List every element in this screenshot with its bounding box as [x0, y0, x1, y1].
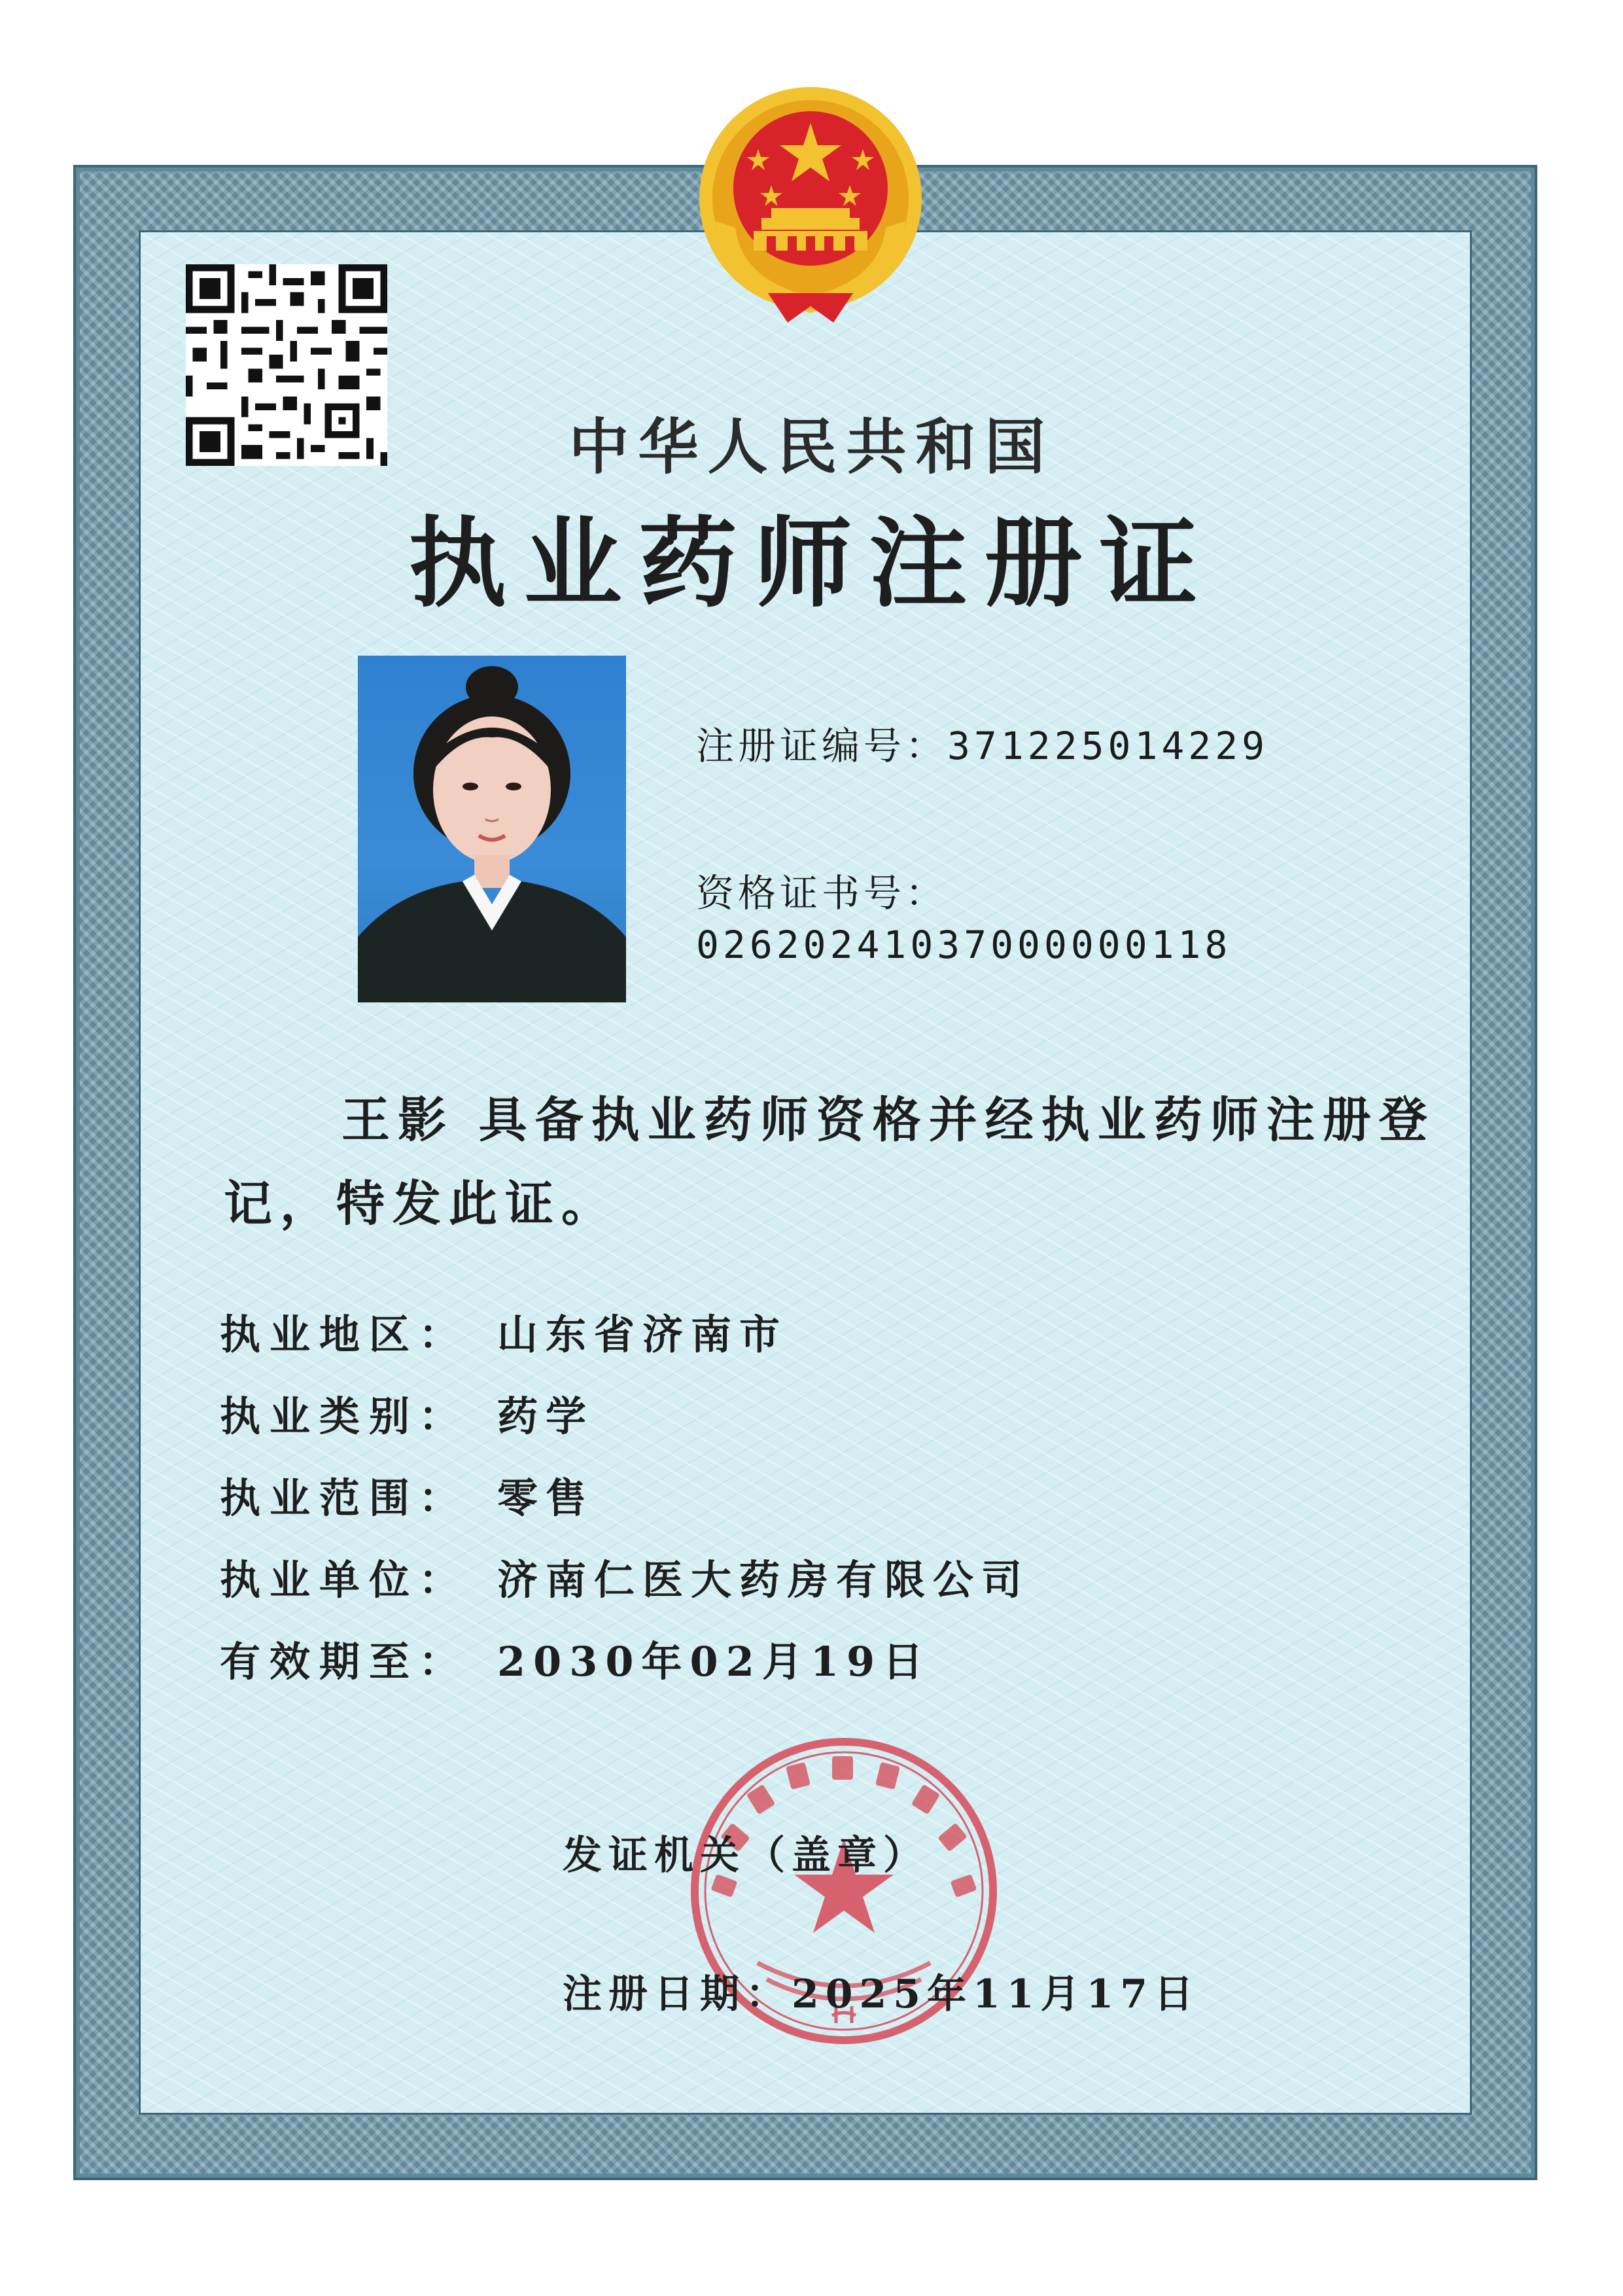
registration-date-label: 注册日期： [563, 1971, 792, 2017]
registration-number-label: 注册证编号： [696, 724, 948, 768]
country-name: 中华人民共和国 [568, 412, 1055, 482]
registration-date-row [563, 1963, 1200, 2019]
holder-name: 王影 [341, 1092, 454, 1148]
national-emblem-icon [689, 77, 932, 326]
practice-category-value: 药学 [497, 1392, 595, 1440]
holder-photo [358, 656, 626, 1002]
certification-statement [224, 1078, 1454, 1246]
registration-date: 2025年11月17日 [792, 1971, 1200, 2017]
statement-text: 具备执业药师资格并经执业药师注册登记，特发此证。 [224, 1092, 1435, 1232]
qualification-number: 02620241037000000118 [696, 923, 1232, 967]
practice-scope-label: 执业范围： [220, 1474, 469, 1522]
valid-until-label: 有效期至： [220, 1638, 469, 1686]
practice-scope-value: 零售 [497, 1474, 595, 1522]
practice-region-value: 山东省济南市 [497, 1311, 788, 1358]
registration-number-row [696, 715, 1268, 770]
practice-unit-value: 济南仁医大药房有限公司 [497, 1556, 1030, 1604]
portrait-image [358, 656, 626, 1002]
qualification-number-label: 资格证书号： [696, 871, 948, 915]
certificate-title: 执业药师注册证 [408, 507, 1215, 621]
practice-unit-label: 执业单位： [220, 1556, 469, 1604]
valid-until-value: 2030年02月19日 [497, 1638, 932, 1686]
practice-region-label: 执业地区： [220, 1311, 469, 1358]
issuing-authority-label: 发证机关（盖章） [563, 1833, 929, 1879]
registration-number: 371225014229 [947, 724, 1269, 768]
practice-category-label: 执业类别： [220, 1392, 469, 1440]
